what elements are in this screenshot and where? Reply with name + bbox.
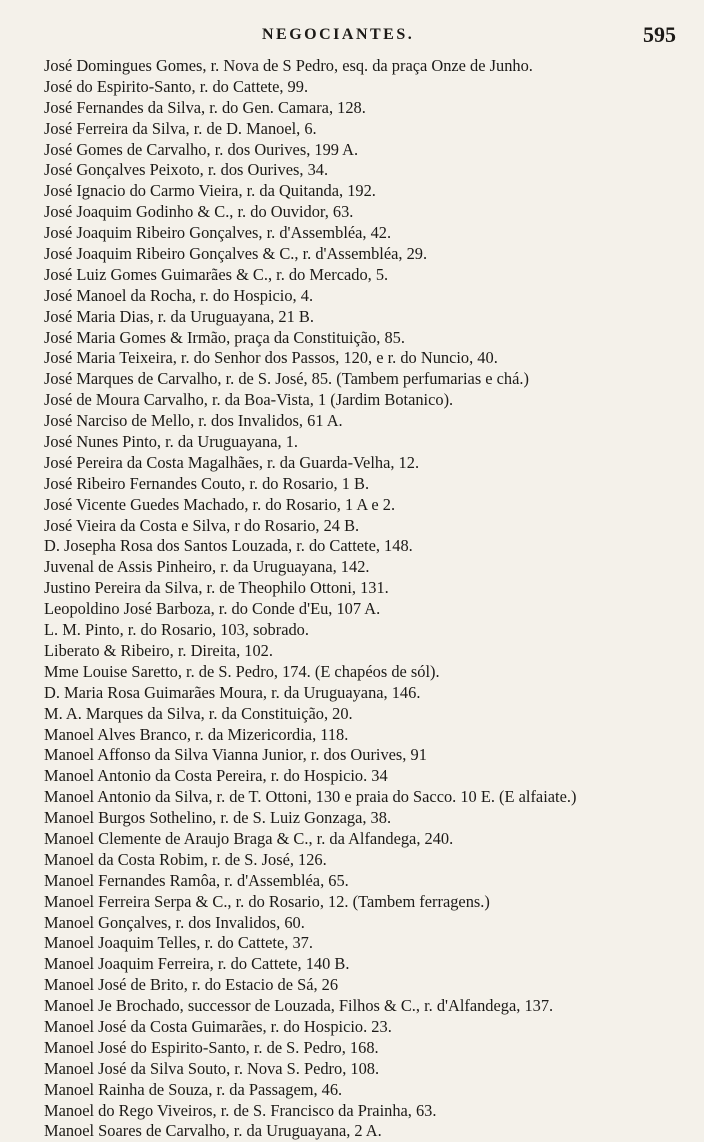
merchant-entry: José Maria Dias, r. da Uruguayana, 21 B.: [44, 306, 314, 326]
merchant-entry: José do Espirito-Santo, r. do Cattete, 99.: [44, 76, 309, 96]
merchant-entry: José Luiz Gomes Guimarães & C., r. do Mercado, 5.: [44, 264, 389, 284]
merchant-entry: Manoel José do Espirito-Santo, r. de S. Pedro, 168.: [44, 1037, 379, 1057]
merchant-entry: José Maria Teixeira, r. do Senhor dos Passos, 120, e r. do Nuncio, 40.: [44, 348, 498, 368]
merchant-entry: M. A. Marques da Silva, r. da Constituição, 20.: [44, 703, 353, 723]
merchant-entry: José Ignacio do Carmo Vieira, r. da Quitanda, 192.: [44, 181, 376, 201]
merchant-entry: Manoel José da Costa Guimarães, r. do Hospicio. 23.: [44, 1016, 392, 1036]
merchant-entry: Manoel José de Brito, r. do Estacio de Sá, 26: [44, 975, 339, 995]
merchant-entry: Manoel Burgos Sothelino, r. de S. Luiz Gonzaga, 38.: [44, 808, 392, 828]
merchant-entry: Manoel Gonçalves, r. dos Invalidos, 60.: [44, 912, 305, 932]
merchant-entry: Liberato & Ribeiro, r. Direita, 102.: [44, 640, 273, 660]
merchant-entry: Manoel Clemente de Araujo Braga & C., r. da Alfandega, 240.: [44, 828, 454, 848]
merchant-entry: Manoel Je Brochado, successor de Louzada, Filhos & C., r. d'Alfandega, 137.: [44, 996, 554, 1016]
merchant-entry: Manoel do Rego Viveiros, r. de S. Francisco da Prainha, 63.: [44, 1100, 437, 1120]
merchant-entry: José Gomes de Carvalho, r. dos Ourives, 199 A.: [44, 139, 359, 159]
merchant-entry: José Manoel da Rocha, r. do Hospicio, 4.: [44, 285, 314, 305]
merchant-entry: Manoel Antonio da Costa Pereira, r. do Hospicio. 34: [44, 766, 388, 786]
merchant-entry: D. Josepha Rosa dos Santos Louzada, r. do Cattete, 148.: [44, 536, 413, 556]
merchant-entry: Leopoldino José Barboza, r. do Conde d'Eu, 107 A.: [44, 599, 381, 619]
merchant-entry: Manoel Rainha de Souza, r. da Passagem, 46.: [44, 1079, 343, 1099]
merchant-entry: Mme Louise Saretto, r. de S. Pedro, 174. (E chapéos de sól).: [44, 661, 440, 681]
merchant-entry: Manoel Antonio da Silva, r. de T. Ottoni, 130 e praia do Sacco. 10 E. (E alfaiate.): [44, 787, 577, 807]
merchant-entry: José Vieira da Costa e Silva, r do Rosario, 24 B.: [44, 515, 360, 535]
merchant-entry: Manoel Joaquim Ferreira, r. do Cattete, 140 B.: [44, 954, 350, 974]
merchant-entry: José Marques de Carvalho, r. de S. José, 85. (Tambem perfumarias e chá.): [44, 369, 529, 389]
merchant-list: [44, 56, 680, 1142]
merchant-entry: José Narciso de Mello, r. dos Invalidos, 61 A.: [44, 411, 343, 431]
merchant-entry: José Joaquim Ribeiro Gonçalves & C., r. d'Assembléa, 29.: [44, 244, 428, 264]
merchant-entry: Manoel Affonso da Silva Vianna Junior, r. dos Ourives, 91: [44, 745, 427, 765]
merchant-entry: José Domingues Gomes, r. Nova de S Pedro, esq. da praça Onze de Junho.: [44, 56, 533, 75]
merchant-entry: José Joaquim Godinho & C., r. do Ouvidor, 63.: [44, 202, 354, 222]
merchant-entry: Manoel Ferreira Serpa & C., r. do Rosario, 12. (Tambem ferragens.): [44, 891, 490, 911]
merchant-entry: José de Moura Carvalho, r. da Boa-Vista, 1 (Jardim Botanico).: [44, 390, 454, 410]
merchant-entry: José Vicente Guedes Machado, r. do Rosario, 1 A e 2.: [44, 494, 396, 514]
merchant-entry: José Ferreira da Silva, r. de D. Manoel, 6.: [44, 118, 317, 138]
merchant-entry: José Joaquim Ribeiro Gonçalves, r. d'Assembléa, 42.: [44, 223, 392, 243]
merchant-entry: José Nunes Pinto, r. da Uruguayana, 1.: [44, 432, 299, 452]
page-header: [0, 22, 704, 50]
merchant-entry: Manoel Soares de Carvalho, r. da Uruguayana, 2 A.: [44, 1121, 382, 1141]
merchant-entry: Manoel da Costa Robim, r. de S. José, 126.: [44, 849, 327, 869]
merchant-entry: L. M. Pinto, r. do Rosario, 103, sobrado.: [44, 620, 309, 640]
merchant-entry: Manoel Fernandes Ramôa, r. d'Assembléa, 65.: [44, 870, 349, 890]
merchant-entry: José Pereira da Costa Magalhães, r. da Guarda-Velha, 12.: [44, 452, 420, 472]
merchant-entry: José Gonçalves Peixoto, r. dos Ourives, 34.: [44, 160, 329, 180]
merchant-entry: José Fernandes da Silva, r. do Gen. Camara, 128.: [44, 97, 366, 117]
merchant-entry: Manoel Alves Branco, r. da Mizericordia, 118.: [44, 724, 349, 744]
merchant-entry: Justino Pereira da Silva, r. de Theophilo Ottoni, 131.: [44, 578, 389, 598]
page-number: 595: [643, 22, 676, 47]
merchant-entry: D. Maria Rosa Guimarães Moura, r. da Uruguayana, 146.: [44, 682, 421, 702]
merchant-entry: José Ribeiro Fernandes Couto, r. do Rosario, 1 B.: [44, 473, 370, 493]
merchant-entry: Juvenal de Assis Pinheiro, r. da Uruguayana, 142.: [44, 557, 370, 577]
running-title: NEGOCIANTES.: [262, 26, 415, 43]
merchant-entry: Manoel José da Silva Souto, r. Nova S. Pedro, 108.: [44, 1058, 380, 1078]
merchant-entry: José Maria Gomes & Irmão, praça da Constituição, 85.: [44, 327, 405, 347]
merchant-entry: Manoel Joaquim Telles, r. do Cattete, 37.: [44, 933, 313, 953]
